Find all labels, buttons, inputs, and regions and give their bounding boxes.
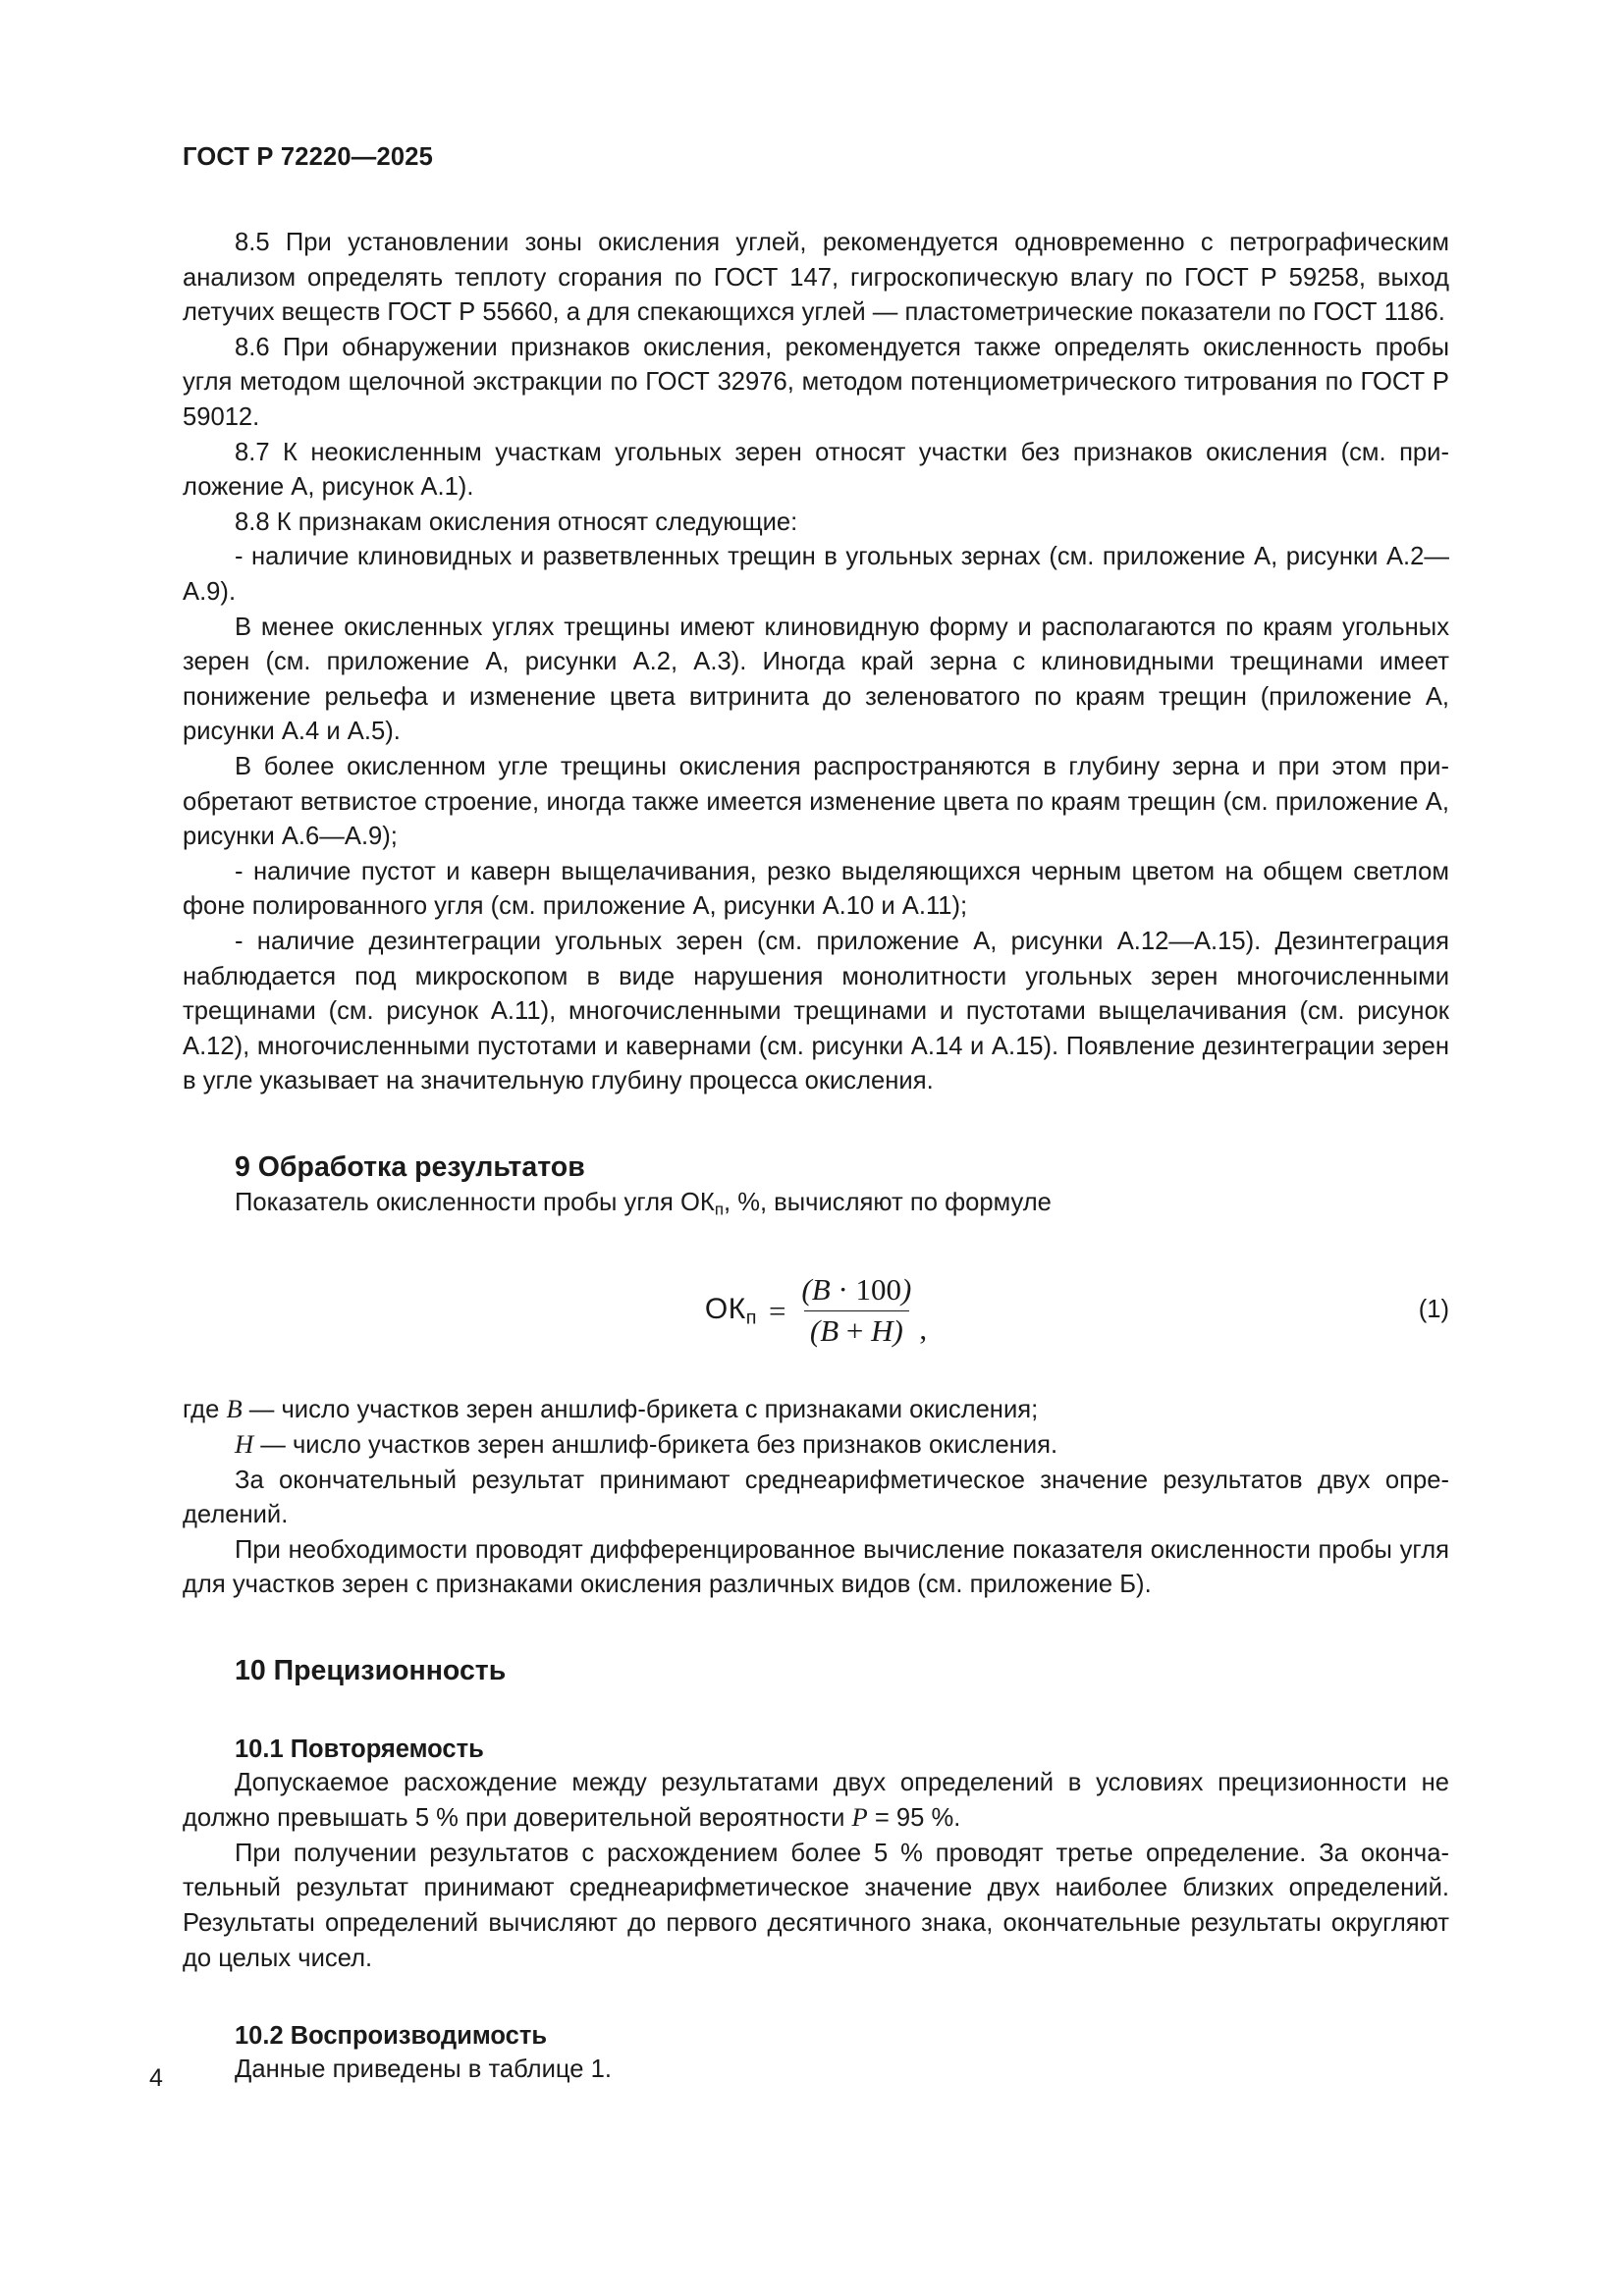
clause-8-7: 8.7 К неокисленным участкам угольных зерен относят участки без признаков окисления (см. приложение А, рисунок А.1).	[183, 438, 1449, 502]
where-prefix: где	[183, 1395, 227, 1423]
page-content	[183, 143, 1449, 2088]
formula-denominator-right: Н	[871, 1313, 893, 1348]
section-9-heading: 9 Обработка результатов	[235, 1150, 585, 1183]
repeatability-text-after: = 95 %.	[867, 1804, 961, 1833]
formula-equals-sign: =	[768, 1293, 786, 1328]
ok-subscript: п	[714, 1199, 724, 1218]
formula-ok: ОК	[704, 1292, 746, 1325]
document-header: ГОСТ Р 72220—2025	[183, 143, 434, 171]
paragraph-differentiated: При необходимости проводят дифференцированное вычисление показателя окисленности пробы угля для участков зерен с признаками окисления различных видов (см. приложение Б).	[183, 1535, 1449, 1599]
formula-denominator-left: В	[820, 1313, 839, 1348]
formula-number: (1)	[1418, 1295, 1449, 1323]
formula-ok-subscript: п	[745, 1307, 757, 1329]
section-9-intro	[183, 1186, 1449, 1227]
clause-8-5: 8.5 При установлении зоны окисления углей, рекомендуется одновременно с петрографическим анализом определять теплоту сгорания по ГОСТ 147, гигроскопическую влагу по ГОСТ Р 59258, выход летучих веществ ГОСТ Р 55660, а для спекающихся углей — пластометрические показатели по ГОСТ 1186.	[183, 229, 1449, 327]
formula-expression	[705, 1273, 927, 1348]
symbol-p: P	[851, 1802, 868, 1833]
paragraph-more-oxidized: В более окисленном угле трещины окисления распространяются в глубину зерна и при этом приобретают ветвистое строение, иногда также имеется изменение цвета по краям трещин (см. приложение А, рисунки А.6—А.9);	[183, 752, 1449, 851]
formula-numerator-variable: В	[811, 1272, 831, 1308]
page-number: 4	[149, 2064, 163, 2092]
formula-numerator: (В · 100)	[801, 1272, 912, 1308]
symbol-b: В	[226, 1393, 243, 1423]
section-9-intro-before: Показатель окисленности пробы угля ОК	[235, 1188, 715, 1216]
formula-denominator: (В + Н)	[804, 1310, 909, 1349]
formula-fraction	[795, 1273, 917, 1348]
section-10-2-heading: 10.2 Воспроизводимость	[235, 2022, 548, 2051]
formula-denominator-operator: +	[839, 1313, 872, 1348]
paragraph-final-result: За окончательный результат принимают среднеарифметическое значение результатов двух определений.	[183, 1466, 1449, 1529]
paragraph-repeatability-b: При получении результатов с расхождением более 5 % проводят третье определение. За окончательный результат принимают среднеарифметическое значение двух наиболее близких определений. Результаты определений вычисляют до первого десятичного знака, окончательные результаты округляют до целых чисел.	[183, 1839, 1449, 1972]
where-n-text: — число участков зерен аншлиф-брикета без признаков окисления.	[253, 1431, 1058, 1460]
formula-trailing-comma: ,	[919, 1310, 928, 1346]
formula-numerator-constant: 100	[855, 1272, 902, 1308]
where-b-text: — число участков зерен аншлиф-брикета с признаками окисления;	[242, 1395, 1039, 1423]
where-definition-n	[183, 1427, 1449, 1464]
formula-left-side	[705, 1293, 757, 1330]
repeatability-text-before: Допускаемое расхождение между результатами двух определений в условиях прецизионности не должно превышать 5 % при доверительной вероятности	[183, 1768, 1449, 1833]
section-9-intro-after: , %, вычисляют по формуле	[723, 1188, 1052, 1216]
section-10-heading: 10 Прецизионность	[235, 1655, 507, 1687]
paragraph-less-oxidized: В менее окисленных углях трещины имеют клиновидную форму и располагаются по краям угольных зерен (см. приложение А, рисунки А.2, А.3). Иногда край зерна с клиновидными трещинами имеет понижение рельефа и изменение цвета витринита до зеленоватого по краям трещин (приложение А, рисунки А.4 и А.5).	[183, 613, 1449, 746]
paragraph-repeatability-a	[183, 1766, 1449, 1837]
formula-1	[183, 1260, 1449, 1362]
formula-row	[183, 1260, 1449, 1362]
paragraph-reproducibility: Данные приведены в таблице 1.	[235, 2056, 612, 2083]
oxidation-sign-bullet-2: - наличие пустот и каверн выщелачивания, резко выделяющихся черным цветом на общем светлом фоне полированного угля (см. приложение А, рисунки А.10 и А.11);	[183, 857, 1449, 921]
section-10-1-heading: 10.1 Повторяемость	[235, 1735, 484, 1763]
where-definition-b	[183, 1392, 1449, 1428]
oxidation-sign-bullet-3: - наличие дезинтеграции угольных зерен (см. приложение А, рисунки А.12—А.15). Дезинтеграция наблюдается под микроскопом в виде нарушения монолитности угольных зерен многочисленными трещинами (см. рисунок А.11), многочисленными трещинами и пустотами выщелачивания (см. рисунок А.12), многочисленными пустотами и кавернами (см. рисунки А.14 и А.15). Появление дезинтеграции зерен в угле указывает на значительную глубину процесса окисления.	[183, 927, 1449, 1095]
clause-8-6: 8.6 При обнаружении признаков окисления, рекомендуется также определять окисленность пробы угля методом щелочной экстракции по ГОСТ 32976, методом потенциометрического титрования по ГОСТ Р 59012.	[183, 333, 1449, 432]
oxidation-sign-bullet-1: - наличие клиновидных и разветвленных трещин в угольных зернах (см. приложение А, рисунки А.2—А.9).	[183, 543, 1449, 606]
clause-8-8: 8.8 К признакам окисления относят следующие:	[235, 507, 798, 536]
symbol-n: Н	[235, 1429, 254, 1460]
formula-numerator-operator: ·	[830, 1272, 856, 1308]
